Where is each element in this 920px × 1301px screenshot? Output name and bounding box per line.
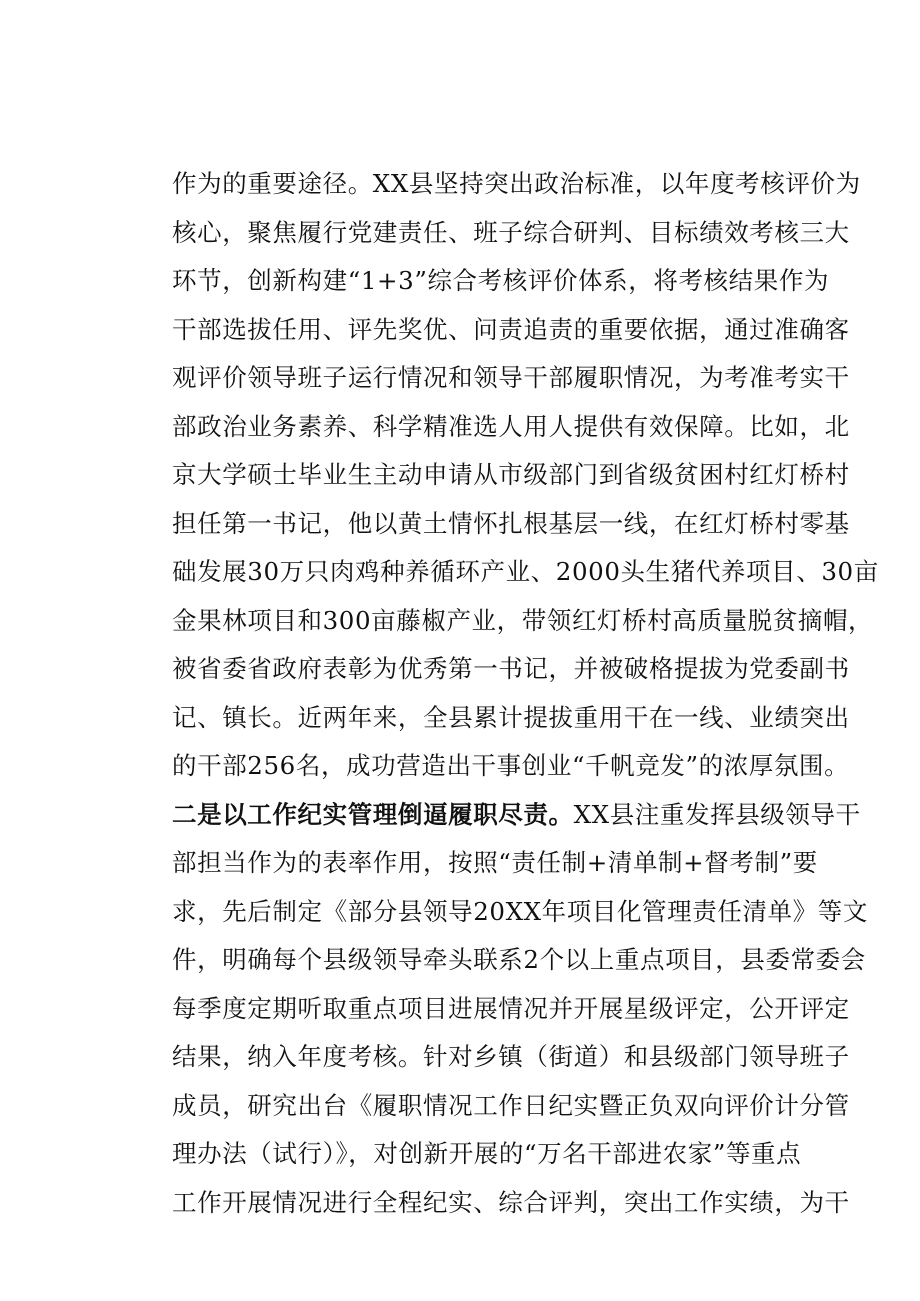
paragraph-line: 作为的重要途径。XX县坚持突出政治标准，以年度考核评价为 — [172, 169, 861, 198]
heading-line-continuation: XX县注重发挥县级领导干 — [573, 799, 861, 829]
paragraph-line: 记、镇长。近两年来，全县累计提拔重用干在一线、业绩突出 — [172, 702, 850, 732]
paragraph-line: 的干部256名，成功营造出干事创业“千帆竞发”的浓厚氛围。 — [172, 751, 850, 780]
paragraph-line: 担任第一书记，他以黄土情怀扎根基层一线，在红灯桥村零基 — [172, 508, 850, 538]
paragraph-line: 环节，创新构建“1+3”综合考核评价体系，将考核结果作为 — [172, 266, 830, 295]
paragraph-line: 干部选拔任用、评先奖优、问责追责的重要依据，通过准确客 — [172, 314, 850, 344]
section-heading: 二是以工作纪实管理倒逼履职尽责。 — [172, 799, 574, 829]
paragraph-line: 件，明确每个县级领导牵头联系2个以上重点项目，县委常委会 — [172, 945, 866, 974]
paragraph-line: 成员，研究出台《履职情况工作日纪实暨正负双向评价计分管 — [172, 1090, 850, 1120]
paragraph-line: 求，先后制定《部分县领导20XX年项目化管理责任清单》等文 — [172, 896, 868, 926]
paragraph-line: 理办法（试行）》，对创新开展的“万名干部进农家”等重点 — [172, 1139, 802, 1168]
paragraph-line: 结果，纳入年度考核。针对乡镇（街道）和县级部门领导班子 — [172, 1042, 850, 1071]
paragraph-line: 工作开展情况进行全程纪实、综合评判，突出工作实绩，为干 — [172, 1187, 850, 1217]
paragraph-line: 础发展30万只肉鸡种养循环产业、2000头生猪代养项目、30亩 — [172, 557, 879, 586]
paragraph-line: 被省委省政府表彰为优秀第一书记，并被破格提拔为党委副书 — [172, 654, 850, 683]
paragraph-line: 京大学硕士毕业生主动申请从市级部门到省级贫困村红灯桥村 — [172, 460, 850, 489]
paragraph-line: 金果林项目和300亩藤椒产业，带领红灯桥村高质量脱贫摘帽， — [172, 605, 874, 635]
paragraph-line: 核心，聚焦履行党建责任、班子综合研判、目标绩效考核三大 — [172, 217, 850, 247]
paragraph-line: 部政治业务素养、科学精准选人用人提供有效保障。比如，北 — [172, 411, 850, 441]
body-text — [172, 160, 879, 1227]
section-heading-line — [172, 791, 861, 840]
paragraph-line: 每季度定期听取重点项目进展情况并开展星级评定，公开评定 — [172, 993, 850, 1023]
paragraph-line: 观评价领导班子运行情况和领导干部履职情况，为考准考实干 — [172, 363, 850, 392]
paragraph-line: 部担当作为的表率作用，按照“责任制+清单制+督考制”要 — [172, 848, 818, 877]
